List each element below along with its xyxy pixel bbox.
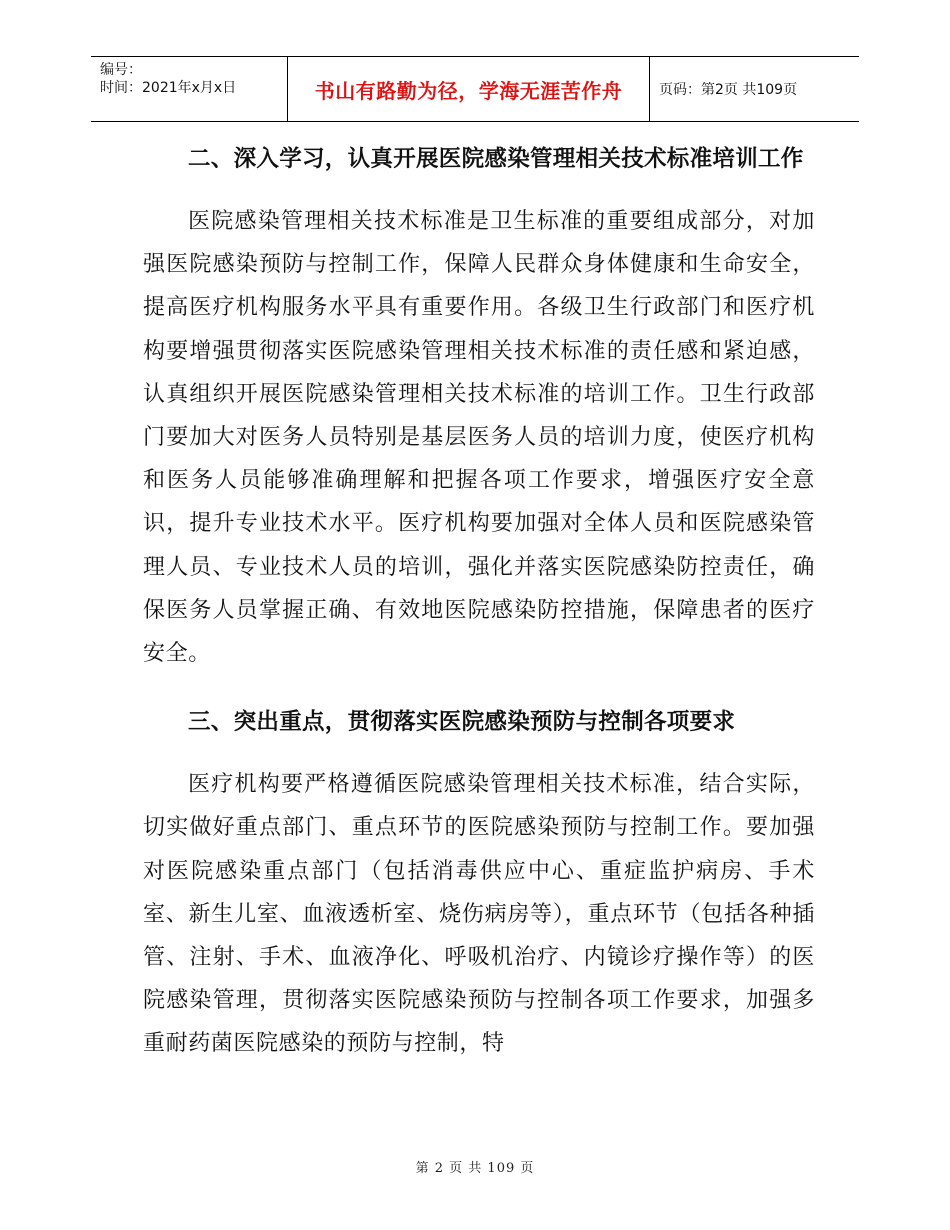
header-page-info: 页码：第2页 共109页 bbox=[659, 82, 798, 98]
page-footer: 第 2 页 共 109 页 bbox=[415, 1161, 535, 1176]
section-heading-3: 三、突出重点，贯彻落实医院感染预防与控制各项要求 bbox=[188, 709, 736, 736]
document-date: 时间：2021年x月x日 bbox=[100, 80, 237, 96]
section-paragraph-2: 医院感染管理相关技术标准是卫生标准的重要组成部分，对加强医院感染预防与控制工作，保障人民群众身体健康和生命安全，提高医疗机构服务水平具有重要作用。各级卫生行政部门和医疗机构要增强贯彻落实医院感染管理相关技术标准的责任感和紧迫感，认真组织开展医院感染管理相关技术标准的培训工作。卫生行政部门要加大对医务人员特别是基层医务人员的培训力度，使医疗机构和医务人员能够准确理解和把握各项工作要求，增强医疗安全意识，提升专业技术水平。医疗机构要加强对全体人员和医院感染管理人员、专业技术人员的培训，强化并落实医院感染防控责任，确保医务人员掌握正确、有效地医院感染防控措施，保障患者的医疗安全。 bbox=[143, 209, 815, 667]
document-number-label: 编号： bbox=[100, 62, 142, 78]
header-motto-cell bbox=[287, 57, 650, 121]
section-heading-2: 二、深入学习，认真开展医院感染管理相关技术标准培训工作 bbox=[188, 146, 804, 172]
header-page-cell bbox=[650, 57, 859, 121]
header-meta bbox=[91, 57, 287, 121]
section-paragraph-3: 医疗机构要严格遵循医院感染管理相关技术标准，结合实际，切实做好重点部门、重点环节的医院感染预防与控制工作。要加强对医院感染重点部门（包括消毒供应中心、重症监护病房、手术室、新生儿室、血液透析室、烧伤病房等），重点环节（包括各种插管、注射、手术、血液净化、呼吸机治疗、内镜诊疗操作等）的医院感染管理，贯彻落实医院感染预防与控制各项工作要求，加强多重耐药菌医院感染的预防与控制，特 bbox=[143, 772, 815, 1057]
document-body bbox=[143, 138, 815, 1066]
motto-text: 书山有路勤为径，学海无涯苦作舟 bbox=[314, 78, 623, 103]
document-header bbox=[91, 56, 859, 122]
